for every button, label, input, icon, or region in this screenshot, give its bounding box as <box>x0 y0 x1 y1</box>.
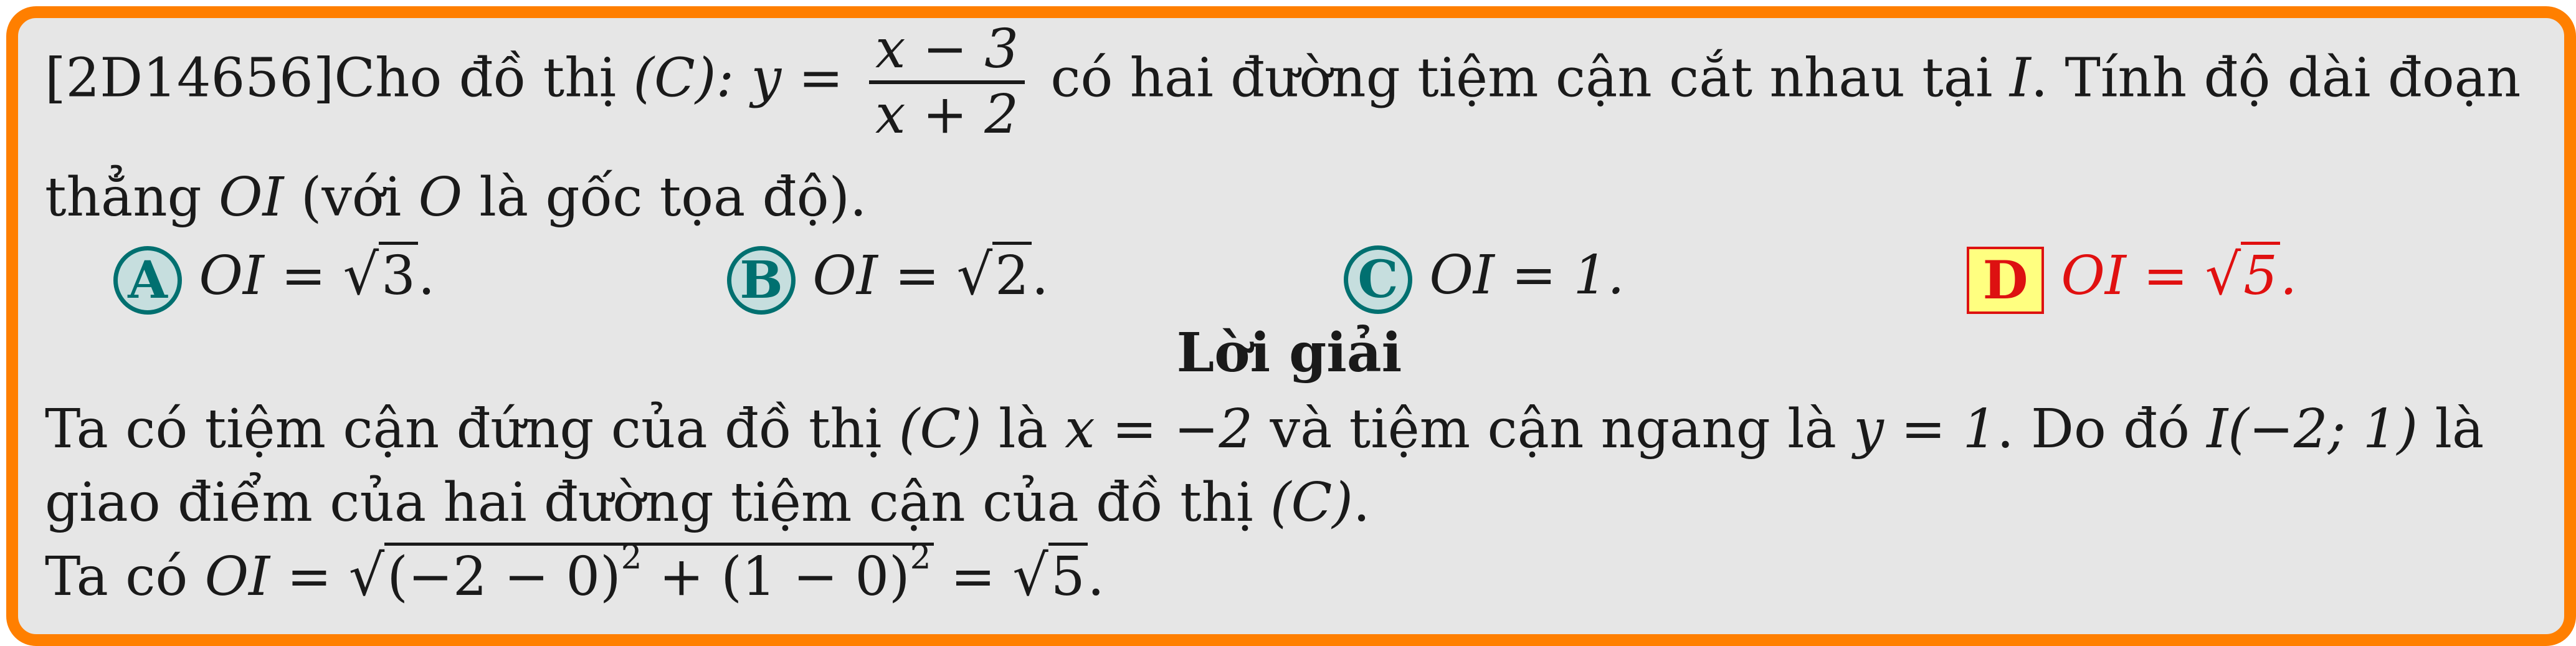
result-sqrt: √5 <box>1012 542 1087 611</box>
segment-label: OI <box>219 166 284 229</box>
equals-sign: = <box>933 546 996 608</box>
option-d-radicand: 5 <box>2241 242 2280 307</box>
radicand-term-1: (−2 − 0) <box>387 546 621 608</box>
solution-line-2 <box>45 468 1370 537</box>
option-b-sqrt: √2 <box>957 238 1032 313</box>
question-line-1 <box>45 18 2521 146</box>
option-d-end: . <box>2279 245 2298 307</box>
question-after-fraction: có hai đường tiệm cận cắt nhau tại <box>1050 47 1993 110</box>
option-d-sqrt: √5 <box>2205 238 2280 313</box>
option-d-lhs: OI = <box>2061 245 2189 307</box>
curve-label: (C) <box>1270 472 1353 534</box>
question-line-2 <box>45 163 867 232</box>
solution-line-1 <box>45 395 2484 463</box>
question-text: là gốc tọa độ). <box>462 166 867 229</box>
exponent-1: 2 <box>620 538 642 577</box>
exponent-2: 2 <box>910 538 931 577</box>
solution-text: . Do đó <box>1997 398 2207 460</box>
solution-text: và tiệm cận ngang là <box>1253 398 1854 460</box>
solution-text: . <box>1352 472 1371 534</box>
function-lhs: : y = <box>716 47 844 110</box>
horizontal-asymptote: y = 1 <box>1853 398 1997 460</box>
option-c[interactable] <box>1344 238 1625 314</box>
solution-line-3 <box>45 538 1105 611</box>
distance-sqrt: $√(-2 - 0)^2 + (1 - 0)^2$ <box>349 542 934 611</box>
distance-lhs: OI = <box>204 546 332 608</box>
question-task: . Tính độ dài đoạn <box>2030 47 2521 110</box>
curve-label: (C) <box>898 398 982 460</box>
curve-label: (C) <box>633 47 716 110</box>
solution-heading: Lời giải <box>1176 321 1402 384</box>
radicand-term-2: + (1 − 0) <box>642 546 910 608</box>
solution-text: Ta có <box>45 546 205 608</box>
origin-label: O <box>418 166 463 229</box>
option-a-sqrt: √3 <box>343 238 418 313</box>
solution-text: giao điểm của hai đường tiệm cận của đồ thị <box>45 472 1270 534</box>
option-a[interactable] <box>113 238 435 315</box>
option-d-correct[interactable] <box>1967 238 2297 314</box>
question-text: thẳng <box>45 166 219 229</box>
function-fraction <box>869 19 1025 146</box>
option-c-badge: C <box>1344 245 1412 314</box>
fraction-denominator: x + 2 <box>875 83 1019 146</box>
option-b-end: . <box>1031 245 1049 307</box>
option-c-text: OI = 1. <box>1429 244 1625 306</box>
option-b[interactable] <box>727 238 1048 315</box>
distance-radicand <box>384 538 933 608</box>
option-b-badge: B <box>727 246 796 315</box>
option-b-lhs: OI = <box>812 245 940 307</box>
option-a-badge: A <box>113 246 182 315</box>
option-b-radicand: 2 <box>992 242 1032 307</box>
solution-text: là <box>2418 398 2484 460</box>
intersection-point: I <box>2009 47 2031 110</box>
option-d-badge: D <box>1967 247 2044 314</box>
vertical-asymptote: x = −2 <box>1065 398 1253 460</box>
fraction-numerator: x − 3 <box>869 19 1025 84</box>
solution-end: . <box>1087 546 1105 608</box>
solution-text: là <box>981 398 1065 460</box>
solution-text: Ta có tiệm cận đứng của đồ thị <box>45 398 899 460</box>
question-intro: Cho đồ thị <box>334 47 634 110</box>
point-I: I(−2; 1) <box>2207 398 2418 460</box>
answer-options <box>45 238 2534 313</box>
option-a-lhs: OI = <box>199 245 326 307</box>
question-text: (với <box>283 166 419 229</box>
option-a-radicand: 3 <box>379 242 418 307</box>
question-id: [2D14656] <box>45 47 335 110</box>
option-a-end: . <box>417 245 435 307</box>
result-radicand: 5 <box>1048 543 1088 608</box>
